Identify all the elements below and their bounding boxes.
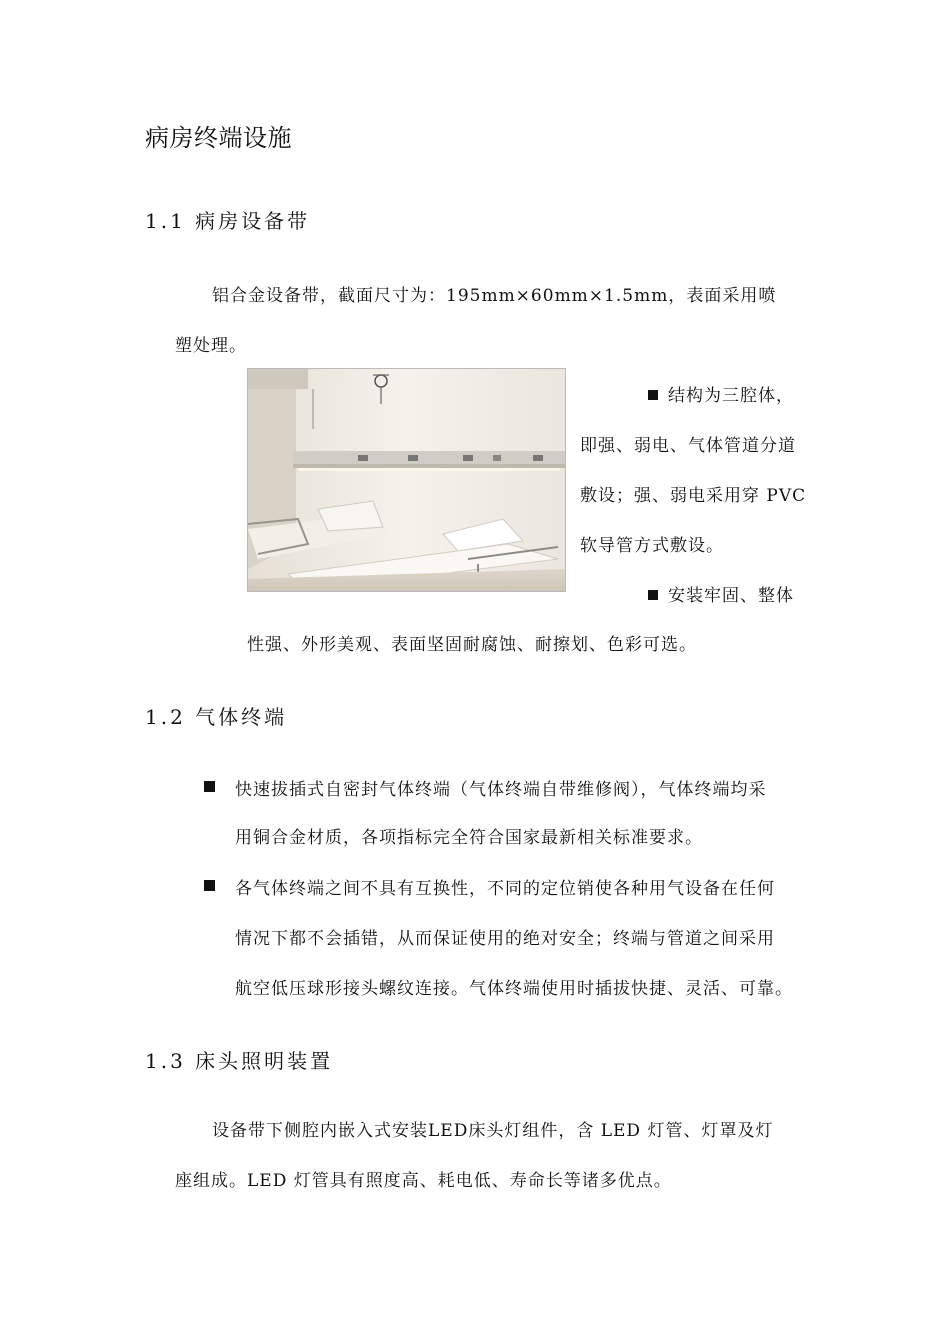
s1-side-line-2: 即强、弱电、气体管道分道 bbox=[580, 436, 796, 456]
bullet-square-icon bbox=[204, 781, 215, 792]
bullet-square-icon bbox=[648, 590, 658, 600]
bullet-square-icon bbox=[204, 880, 215, 891]
s1-side-line-5: 安装牢固、整体 bbox=[648, 581, 794, 606]
s2-bullet2-line-3: 航空低压球形接头螺纹连接。气体终端使用时插拔快捷、灵活、可靠。 bbox=[235, 979, 793, 999]
s2-bullet2-line-2: 情况下都不会插错，从而保证使用的绝对安全；终端与管道之间采用 bbox=[235, 929, 775, 949]
s1-paragraph-line-2: 塑处理。 bbox=[175, 336, 247, 356]
section-heading-1-1: 1.1 病房设备带 bbox=[145, 209, 311, 233]
s2-bullet2-line-1: 各气体终端之间不具有互换性，不同的定位销使各种用气设备在任何 bbox=[235, 879, 775, 899]
s1-side-line-3: 敷设；强、弱电采用穿 PVC bbox=[580, 486, 807, 506]
page-title: 病房终端设施 bbox=[145, 124, 292, 152]
section-heading-1-2: 1.2 气体终端 bbox=[145, 705, 288, 729]
s3-paragraph-line-2: 座组成。LED 灯管具有照度高、耗电低、寿命长等诸多优点。 bbox=[175, 1171, 672, 1191]
ward-equipment-band-photo bbox=[247, 368, 566, 592]
s3-paragraph-line-1: 设备带下侧腔内嵌入式安装LED床头灯组件，含 LED 灯管、灯罩及灯 bbox=[212, 1121, 774, 1141]
s1-side-line-1: 结构为三腔体， bbox=[648, 381, 794, 406]
s1-after-line: 性强、外形美观、表面坚固耐腐蚀、耐擦划、色彩可选。 bbox=[247, 635, 697, 655]
section-heading-1-3: 1.3 床头照明装置 bbox=[145, 1049, 334, 1073]
s2-bullet1-line-1: 快速拔插式自密封气体终端（气体终端自带维修阀），气体终端均采 bbox=[235, 780, 767, 800]
s1-side-line-4: 软导管方式敷设。 bbox=[580, 536, 724, 556]
s2-bullet1-line-2: 用铜合金材质，各项指标完全符合国家最新相关标准要求。 bbox=[235, 828, 703, 848]
s1-paragraph-line-1: 铝合金设备带，截面尺寸为：195mm×60mm×1.5mm，表面采用喷 bbox=[212, 286, 777, 306]
bullet-square-icon bbox=[648, 390, 658, 400]
